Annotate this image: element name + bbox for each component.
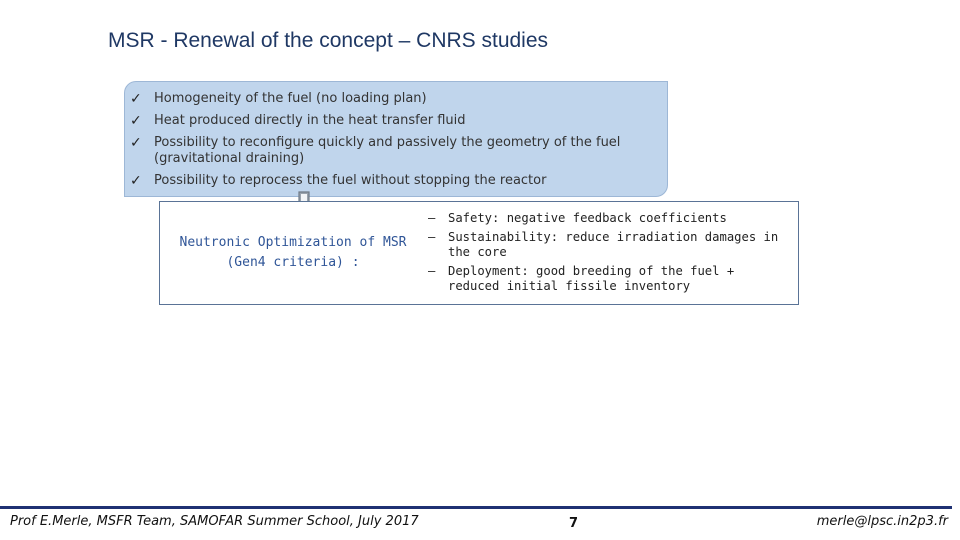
footer-author: Prof E.Merle, MSFR Team, SAMOFAR Summer School, July 2017 (10, 514, 419, 529)
criterion-text-continued: the core (448, 245, 507, 259)
check-icon: ✓ (130, 91, 142, 107)
advantage-item (130, 91, 620, 107)
advantage-item (130, 135, 620, 167)
optimization-heading (160, 233, 426, 273)
dash-bullet: – (428, 229, 436, 244)
optimization-line1: Neutronic Optimization of MSR (179, 235, 407, 250)
advantage-item (130, 113, 620, 129)
criterion-text: Deployment: good breeding of the fuel + (448, 263, 735, 278)
criteria-list (428, 211, 788, 295)
check-icon: ✓ (130, 173, 142, 189)
dash-bullet: – (428, 263, 436, 278)
optimization-line2: (Gen4 criteria) : (226, 255, 360, 270)
check-icon: ✓ (130, 113, 142, 129)
advantage-text: Possibility to reprocess the fuel without stopping the reactor (154, 173, 547, 188)
footer-email: merle@lpsc.in2p3.fr (816, 514, 948, 529)
advantage-text: Homogeneity of the fuel (no loading plan) (154, 91, 427, 106)
criterion-text: Sustainability: reduce irradiation damages in (448, 229, 779, 244)
criterion-text-continued: reduced initial fissile inventory (448, 279, 691, 293)
criterion-item (428, 230, 788, 261)
slide-title: MSR - Renewal of the concept – CNRS studies (108, 29, 549, 52)
advantages-list (130, 91, 620, 189)
check-icon: ✓ (130, 135, 142, 151)
criterion-item (428, 264, 788, 295)
advantage-text: Heat produced directly in the heat transfer fluid (154, 113, 466, 128)
page-number: 7 (569, 516, 579, 531)
advantage-text: Possibility to reconfigure quickly and passively the geometry of the fuel (154, 135, 621, 150)
criterion-item (428, 211, 788, 227)
dash-bullet: – (428, 211, 436, 225)
optimization-box (159, 201, 799, 305)
advantage-text-continued: (gravitational draining) (154, 151, 305, 166)
advantage-item (130, 173, 620, 189)
criterion-text: Safety: negative feedback coefficients (448, 211, 727, 225)
footer-rule (0, 506, 952, 509)
